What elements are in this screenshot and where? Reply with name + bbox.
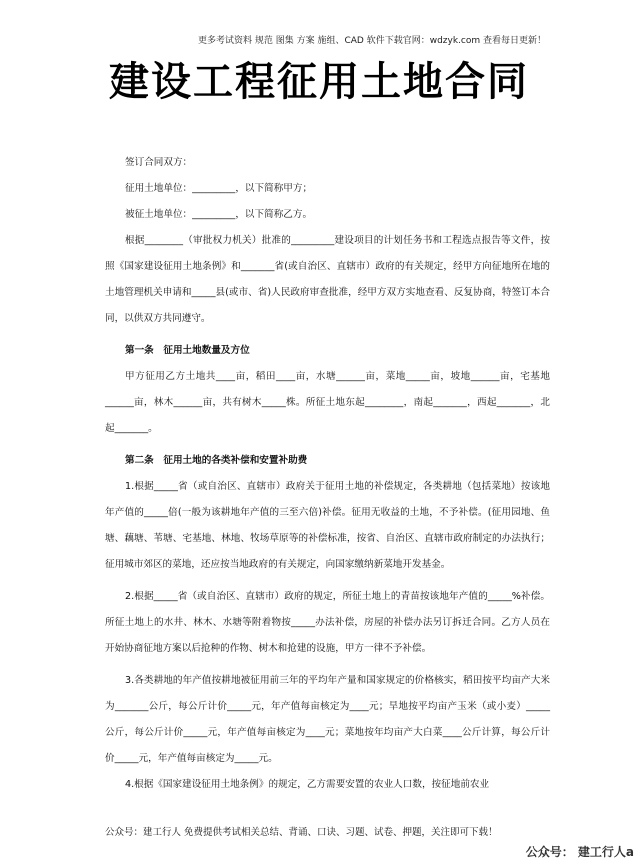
party-b-line: 被征土地单位：_________，以下简称乙方。 [125,209,313,220]
parties-intro: 签订合同双方： [125,157,193,168]
document-title: 建设工程征用土地合同 [109,58,529,105]
footer-note: 公众号：建工行人 免费提供考试相关总结、背诵、口诀、习题、试卷、押题，关注即可下载！ [105,827,498,838]
clause-3-paragraph: 3.各类耕地的年产值按耕地被征用前三年的平均年产量和国家规定的价格核实，稻田按平均亩产大米为_______公斤，每公斤计价_____元，年产值每亩核定为____元；旱地按平均亩产玉米（或小麦）_____公斤，每公斤计价_____元，年产值每亩核定为____元；菜地按年均亩产大白菜____公斤计算，每公斤计价_____元，年产值每亩核定为_____元。 [105,675,550,764]
watermark: 公众号： 建工行人a [525,845,634,859]
clause-2-paragraph: 2.根据_____省（或自治区、直辖市）政府的规定，所征土地上的青苗按该地年产值的_____%补偿。所征土地上的水井、林木、水塘等附着物按_____办法补偿，房屋的补偿办法另订拆迁合同。乙方人员在开始协商征地方案以后抢种的作物、树木和抢建的设施，甲方一律不予补偿。 [105,591,550,654]
party-a-line: 征用土地单位：_________，以下简称甲方； [125,183,313,194]
article-1-paragraph: 甲方征用乙方土地共____亩，稻田____亩，水塘______亩，菜地_____亩，坡地______亩，宅基地______亩，林木______亩，共有树木_____株。所征土地东起________，南起_______，西起_______，北起_______。 [105,371,550,434]
top-banner: 更多考试资料 规范 图集 方案 施组、CAD 软件下载官网：wdzyk.com 查看每日更新！ [198,36,546,46]
clause-1-paragraph: 1.根据_____省（或自治区、直辖市）政府关于征用土地的补偿规定，各类耕地（包括菜地）按该地年产值的_____倍(一般为该耕地年产值的三至六倍)补偿。征用无收益的土地，不予补偿。(征用园地、鱼塘、藕塘、苇塘、宅基地、林地、牧场草原等的补偿标准，按省、自治区、直辖市政府制定的办法执行；征用城市郊区的菜地，还应按当地政府的有关规定，向国家缴纳新菜地开发基金。 [105,481,550,570]
preamble-paragraph: 根据________（审批权力机关）批准的_________建设项目的计划任务书和工程选点报告等文件，按照《国家建设征用土地条例》和_______省(或自治区、直辖市）政府的有关规定，经甲方向征地所在地的土地管理机关申请和_____县(或市、省)人民政府审查批准，经甲方双方实地查看、反复协商，特签订本合同，以供双方共同遵守。 [105,235,550,324]
article-1-heading: 第一条 征用土地数量及方位 [125,345,250,356]
contract-body [105,150,550,798]
article-2-heading: 第二条 征用土地的各类补偿和安置补助费 [125,455,308,466]
clause-4-paragraph: 4.根据《国家建设征用土地条例》的规定，乙方需要安置的农业人口数，按征地前农业 [125,779,490,790]
